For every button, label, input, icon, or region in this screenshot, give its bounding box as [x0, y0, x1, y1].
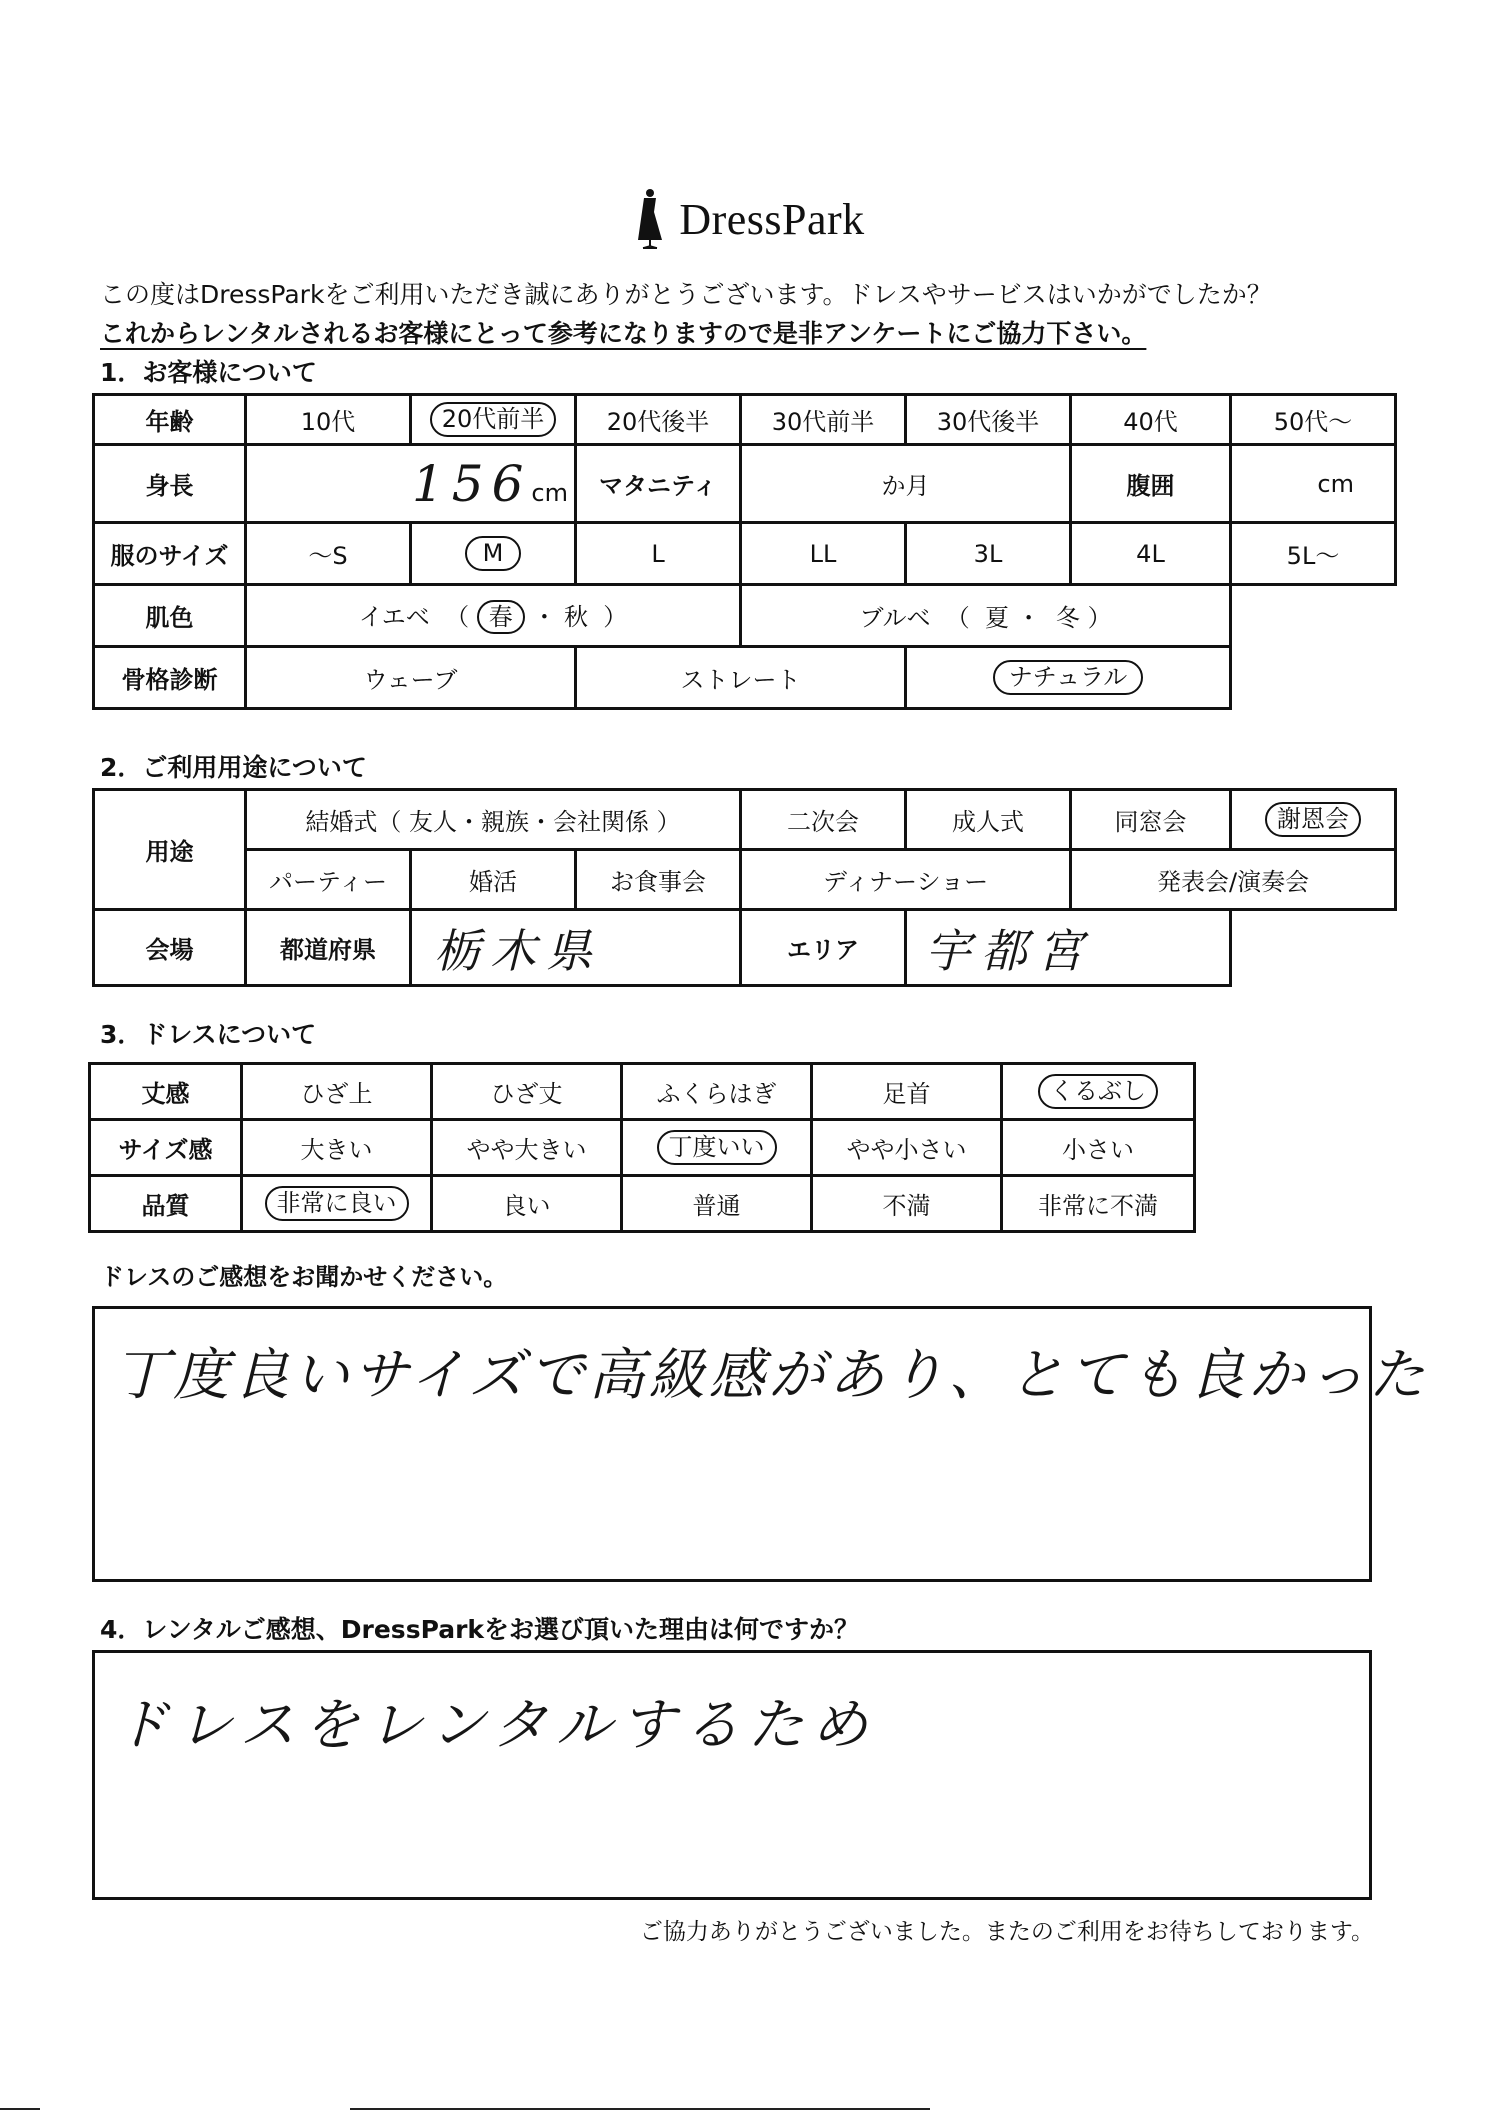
skeleton-option[interactable]: ストレート	[576, 647, 906, 709]
quality-option-selected[interactable]: 非常に良い	[242, 1176, 432, 1232]
quality-row	[90, 1176, 1195, 1232]
fit-option-selected[interactable]: 丁度いい	[622, 1120, 812, 1176]
age-label: 年齢	[94, 395, 246, 445]
size-option[interactable]: ～S	[246, 523, 411, 585]
area-label: エリア	[741, 910, 906, 986]
age-option[interactable]: 30代前半	[741, 395, 906, 445]
section-1-title: 1．お客様について	[100, 358, 317, 387]
purpose-option[interactable]: 婚活	[411, 850, 576, 910]
maternity-field[interactable]	[741, 445, 1071, 523]
purpose-option[interactable]: お食事会	[576, 850, 741, 910]
length-option[interactable]: 足首	[812, 1064, 1002, 1120]
size-option[interactable]: L	[576, 523, 741, 585]
area-field[interactable]	[906, 910, 1231, 986]
size-option[interactable]: LL	[741, 523, 906, 585]
quality-label: 品質	[90, 1176, 242, 1232]
months-unit: か月	[881, 472, 930, 500]
winter-option[interactable]: 冬	[1055, 604, 1080, 632]
length-option-selected[interactable]: くるぶし	[1002, 1064, 1195, 1120]
age-option[interactable]: 20代後半	[576, 395, 741, 445]
quality-option[interactable]: 良い	[432, 1176, 622, 1232]
skeleton-option-selected[interactable]: ナチュラル	[906, 647, 1231, 709]
size-row	[94, 523, 1396, 585]
fit-option[interactable]: やや大きい	[432, 1120, 622, 1176]
purpose-option[interactable]: 同窓会	[1071, 790, 1231, 850]
scan-artifact	[350, 2108, 930, 2110]
dress-icon	[635, 188, 665, 250]
fit-option[interactable]: 大きい	[242, 1120, 432, 1176]
prefecture-label: 都道府県	[246, 910, 411, 986]
quality-option[interactable]: 普通	[622, 1176, 812, 1232]
scan-artifact	[0, 2108, 40, 2110]
brand-logo	[0, 188, 1500, 254]
reason-box[interactable]	[92, 1650, 1372, 1900]
spring-selected[interactable]: 春	[477, 600, 525, 634]
section-2-title: 2．ご利用用途について	[100, 753, 367, 782]
length-label: 丈感	[90, 1064, 242, 1120]
height-unit: cm	[531, 478, 568, 507]
impression-prompt: ドレスのご感想をお聞かせください。	[100, 1263, 508, 1291]
section-4-title: 4．レンタルご感想、DressParkをお選び頂いた理由は何ですか？	[100, 1615, 860, 1644]
length-option[interactable]: ひざ丈	[432, 1064, 622, 1120]
dress-table	[88, 1062, 1196, 1233]
intro-line-1: この度はDressParkをご利用いただき誠にありがとうございます。ドレスやサービスはいかがでしたか？	[100, 280, 1272, 309]
purpose-option[interactable]: 成人式	[906, 790, 1071, 850]
customer-table	[92, 393, 1397, 710]
empty-cell	[1231, 585, 1396, 647]
fit-option[interactable]: 小さい	[1002, 1120, 1195, 1176]
section-3-title: 3．ドレスについて	[100, 1020, 317, 1049]
purpose-option[interactable]: ディナーショー	[741, 850, 1071, 910]
skin-row	[94, 585, 1396, 647]
purpose-option[interactable]: 二次会	[741, 790, 906, 850]
brand-name: DressPark	[679, 194, 865, 244]
height-value: 156	[411, 454, 532, 513]
waist-unit: cm	[1317, 469, 1354, 498]
reason-text: ドレスをレンタルするため	[113, 1693, 876, 1758]
autumn-option[interactable]: 秋	[563, 602, 588, 631]
fit-option[interactable]: やや小さい	[812, 1120, 1002, 1176]
age-option[interactable]: 50代～	[1231, 395, 1396, 445]
size-option[interactable]: 5L～	[1231, 523, 1396, 585]
footer-thanks: ご協力ありがとうございました。またのご利用をお待ちしております。	[639, 1919, 1374, 1945]
length-row	[90, 1064, 1195, 1120]
skin-label: 肌色	[94, 585, 246, 647]
wedding-option[interactable]: 結婚式（ 友人・親族・会社関係 ）	[246, 790, 741, 850]
length-option[interactable]: ふくらはぎ	[622, 1064, 812, 1120]
skeleton-option[interactable]: ウェーブ	[246, 647, 576, 709]
purpose-option[interactable]: 発表会/演奏会	[1071, 850, 1396, 910]
summer-option[interactable]: 夏	[985, 604, 1010, 632]
prefecture-value: 栃木県	[434, 923, 602, 978]
purpose-label: 用途	[94, 790, 246, 910]
purpose-option-selected[interactable]: 謝恩会	[1231, 790, 1396, 850]
age-option[interactable]: 10代	[246, 395, 411, 445]
skeleton-row	[94, 647, 1396, 709]
venue-label: 会場	[94, 910, 246, 986]
size-option[interactable]: 3L	[906, 523, 1071, 585]
height-row	[94, 445, 1396, 523]
age-option[interactable]: 30代後半	[906, 395, 1071, 445]
quality-option[interactable]: 非常に不満	[1002, 1176, 1195, 1232]
intro-line-2: これからレンタルされるお客様にとって参考になりますので是非アンケートにご協力下さい。	[100, 319, 1147, 348]
area-value: 宇都宮	[925, 923, 1094, 978]
height-field[interactable]	[246, 445, 576, 523]
blue-base-option[interactable]: ブルベ （ 夏 ・ 冬 ）	[741, 585, 1231, 647]
prefecture-field[interactable]	[411, 910, 741, 986]
fit-label: サイズ感	[90, 1120, 242, 1176]
quality-option[interactable]: 不満	[812, 1176, 1002, 1232]
age-option-selected[interactable]: 20代前半	[411, 395, 576, 445]
empty-cell	[1231, 910, 1396, 986]
height-label: 身長	[94, 445, 246, 523]
size-option[interactable]: 4L	[1071, 523, 1231, 585]
length-option[interactable]: ひざ上	[242, 1064, 432, 1120]
skeleton-label: 骨格診断	[94, 647, 246, 709]
usage-table	[92, 788, 1397, 987]
impression-box[interactable]	[92, 1306, 1429, 1582]
purpose-option[interactable]: パーティー	[246, 850, 411, 910]
age-option[interactable]: 40代	[1071, 395, 1231, 445]
impression-text: 丁度良いサイズで高級感があり、とても良かった	[113, 1343, 1429, 1408]
maternity-label: マタニティ	[576, 445, 741, 523]
waist-field[interactable]	[1231, 445, 1396, 523]
size-label: 服のサイズ	[94, 523, 246, 585]
waist-label: 腹囲	[1071, 445, 1231, 523]
yellow-base-option[interactable]: イエベ （ 春 ・ 秋 ）	[246, 585, 741, 647]
empty-cell	[1231, 647, 1396, 709]
size-option-selected[interactable]: M	[411, 523, 576, 585]
fit-row	[90, 1120, 1195, 1176]
age-row	[94, 395, 1396, 445]
